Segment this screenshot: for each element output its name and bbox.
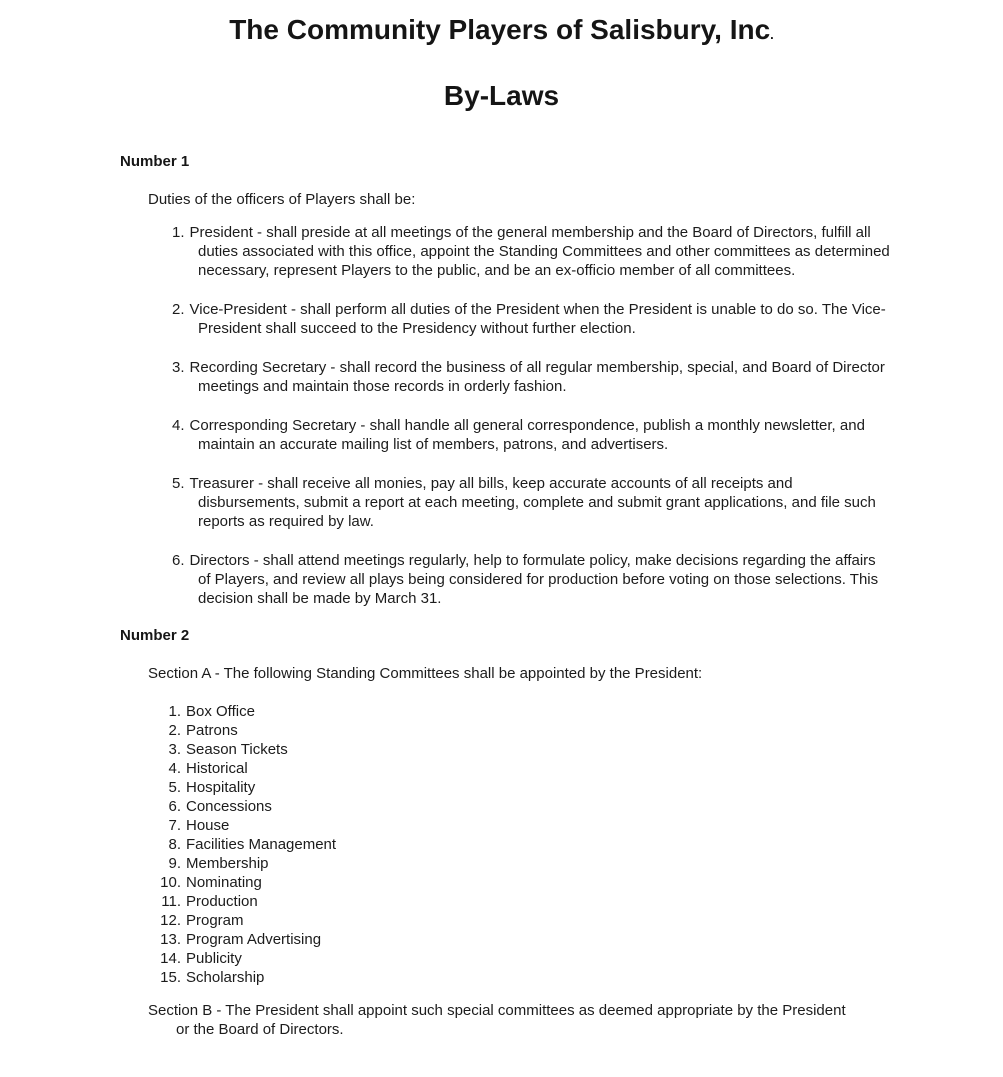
item-text: Program Advertising xyxy=(186,931,322,948)
item-number: 3. xyxy=(172,359,185,376)
item-number: 1. xyxy=(168,703,181,720)
item-number: 2. xyxy=(172,301,185,318)
item-text: Facilities Management xyxy=(186,836,337,853)
committee-list-item xyxy=(148,949,1003,968)
committees-list xyxy=(148,702,1003,987)
duty-list-item xyxy=(172,416,890,454)
item-text: Program xyxy=(186,912,244,929)
committee-list-item xyxy=(148,892,1003,911)
section-heading-number-2: Number 2 xyxy=(120,627,190,644)
item-number: 5. xyxy=(172,475,185,492)
item-number: 4. xyxy=(168,760,181,777)
item-number: 5. xyxy=(168,779,181,796)
duties-intro-paragraph: Duties of the officers of Players shall be: xyxy=(148,191,416,208)
section-heading-number-1: Number 1 xyxy=(120,153,190,170)
item-number: 4. xyxy=(172,417,185,434)
item-text: Corresponding Secretary - shall handle all general correspondence, publish a monthly newsletter, and maintain an accurate mailing list of members, patrons, and advertisers. xyxy=(189,417,865,453)
committee-list-item xyxy=(148,702,1003,721)
item-text: Concessions xyxy=(186,798,272,815)
committee-list-item xyxy=(148,968,1003,987)
duty-list-item xyxy=(172,300,890,338)
item-text: Production xyxy=(186,893,258,910)
document-title-text: The Community Players of Salisbury, Inc xyxy=(229,14,771,45)
item-text: Box Office xyxy=(186,703,255,720)
item-number: 2. xyxy=(168,722,181,739)
item-text: Treasurer - shall receive all monies, pay all bills, keep accurate accounts of all receipts and disbursements, submit a report at each meeting, complete and submit grant applications, and file such reports as required by law. xyxy=(189,475,876,530)
item-number: 15. xyxy=(160,969,181,986)
item-text: Hospitality xyxy=(186,779,256,796)
section-a-paragraph: Section A - The following Standing Committees shall be appointed by the President: xyxy=(148,665,703,682)
committee-list-item xyxy=(148,930,1003,949)
item-text: Scholarship xyxy=(186,969,265,986)
item-text: Directors - shall attend meetings regularly, help to formulate policy, make decisions regarding the affairs of Players, and review all plays being considered for production before voting on those selections. This decision shall be made by March 31. xyxy=(189,552,879,607)
item-number: 6. xyxy=(168,798,181,815)
committee-list-item xyxy=(148,911,1003,930)
committee-list-item xyxy=(148,778,1003,797)
item-text: Membership xyxy=(186,855,269,872)
committee-list-item xyxy=(148,816,1003,835)
committee-list-item xyxy=(148,835,1003,854)
committee-list-item xyxy=(148,797,1003,816)
committee-list-item xyxy=(148,873,1003,892)
document-title xyxy=(0,14,1003,51)
duty-list-item xyxy=(172,223,890,280)
item-number: 12. xyxy=(160,912,181,929)
item-text: Recording Secretary - shall record the business of all regular membership, special, and Board of Director meetings and maintain those records in orderly fashion. xyxy=(189,359,885,395)
item-text: Publicity xyxy=(186,950,242,967)
document-title-period: . xyxy=(770,27,774,42)
item-number: 1. xyxy=(172,224,185,241)
duties-list xyxy=(172,223,890,608)
section-b-paragraph: Section B - The President shall appoint such special committees as deemed appropriate by the President or the Board of Directors. xyxy=(148,1002,846,1038)
duty-list-item xyxy=(172,474,890,531)
item-number: 13. xyxy=(160,931,181,948)
item-text: Season Tickets xyxy=(186,741,288,758)
committee-list-item xyxy=(148,740,1003,759)
item-number: 10. xyxy=(160,874,181,891)
committee-list-item xyxy=(148,854,1003,873)
duty-list-item xyxy=(172,358,890,396)
document-page xyxy=(0,14,1003,1077)
item-number: 3. xyxy=(168,741,181,758)
document-subtitle: By-Laws xyxy=(443,80,560,111)
item-number: 6. xyxy=(172,552,185,569)
item-number: 7. xyxy=(168,817,181,834)
committee-list-item xyxy=(148,759,1003,778)
duty-list-item xyxy=(172,551,890,608)
item-text: Historical xyxy=(186,760,248,777)
item-number: 8. xyxy=(168,836,181,853)
item-text: Patrons xyxy=(186,722,238,739)
item-text: House xyxy=(186,817,230,834)
item-number: 14. xyxy=(160,950,181,967)
item-text: Nominating xyxy=(186,874,262,891)
item-text: President - shall preside at all meetings of the general membership and the Board of Directors, fulfill all duties associated with this office, appoint the Standing Committees and other committees as determined necessary, represent Players to the public, and be an ex-officio member of all committees. xyxy=(189,224,890,279)
item-number: 9. xyxy=(168,855,181,872)
item-number: 11. xyxy=(161,893,181,910)
committee-list-item xyxy=(148,721,1003,740)
item-text: Vice-President - shall perform all duties of the President when the President is unable to do so. The Vice-President shall succeed to the Presidency without further election. xyxy=(189,301,886,337)
